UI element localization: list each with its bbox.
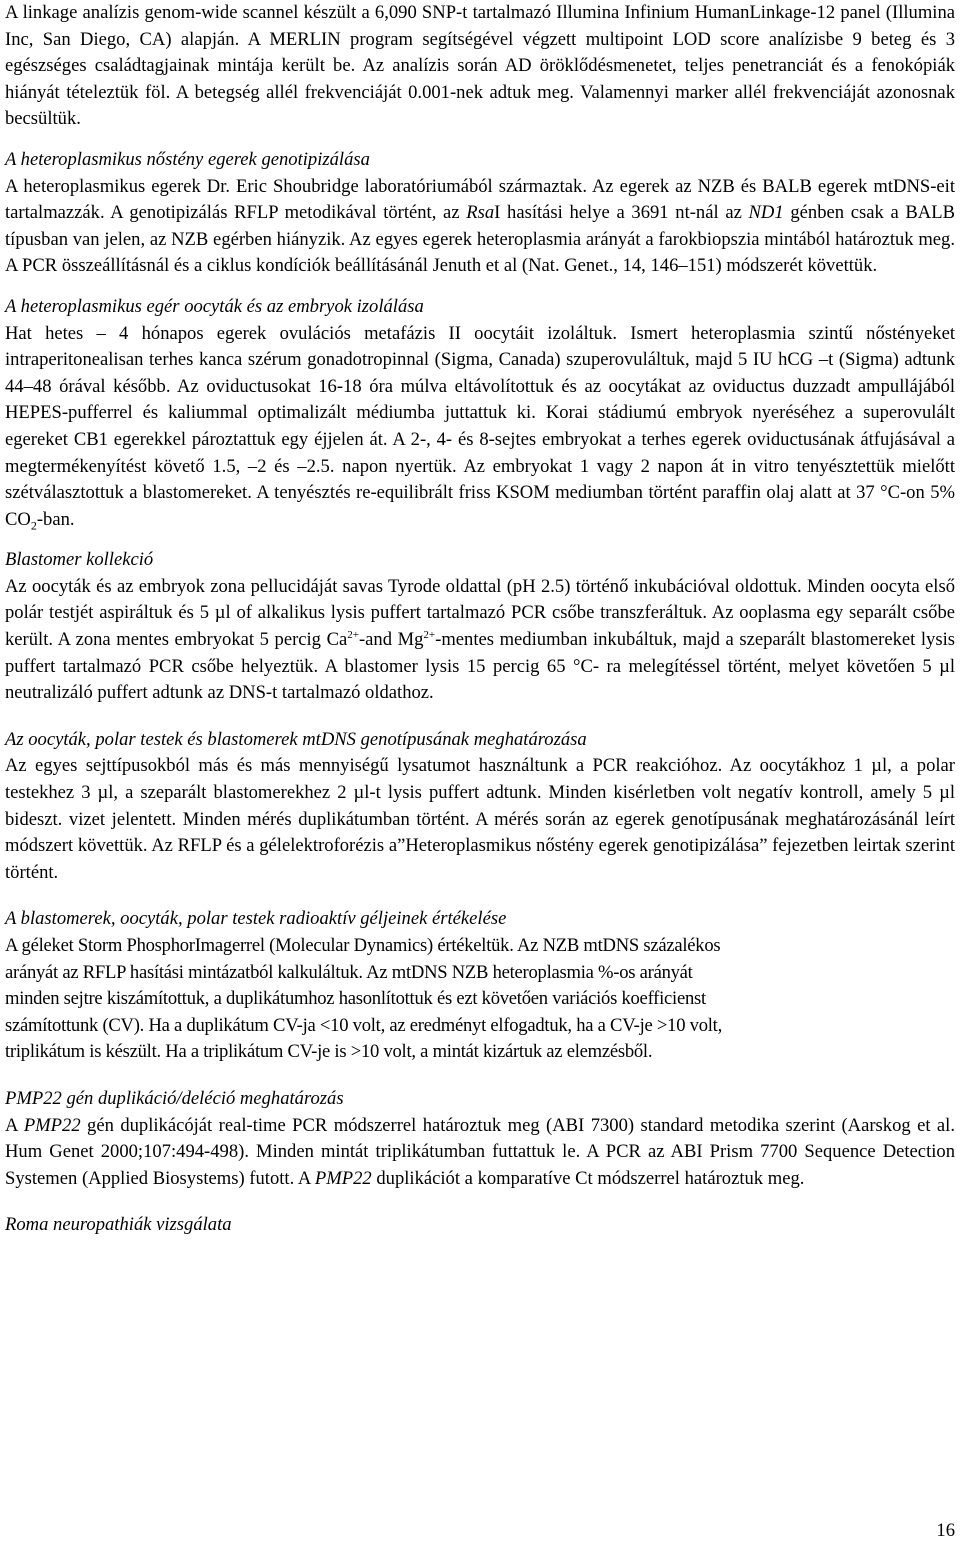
- superscript: 2+: [347, 628, 359, 641]
- text-line: triplikátum is készült. Ha a triplikátum CV-je is >10 volt, a mintát kizártuk az elemzésből.: [5, 1041, 653, 1063]
- gene-name: PMP22: [314, 1167, 372, 1189]
- text-run: -and Mg: [358, 629, 424, 651]
- superscript: 2+: [423, 628, 436, 641]
- page-number: 16: [936, 1520, 955, 1541]
- section-paragraph-isolation: [5, 321, 955, 534]
- section-paragraph-gel: [5, 933, 955, 1066]
- text-run: I hasítási helye a 3691 nt-nál az: [494, 202, 749, 224]
- section-paragraph-blastomer: [5, 574, 955, 707]
- text-run: -mentes mediumban inkubáltuk, majd a szeparált blastomereket lysis puffert tartalmazó PCR csőbe helyeztük. A blastomer lysis 15 percig 65 °C- ra melegítéssel történt, melyet követően 5 µl neutralizáló puffert adtunk az DNS-t tartalmazó oldathoz.: [5, 629, 955, 704]
- text-run: -ban.: [36, 508, 75, 530]
- text-line: A géleket Storm PhosphorImagerrel (Molecular Dynamics) értékeltük. Az NZB mtDNS százalékos: [5, 935, 721, 956]
- section-heading-pmp22: [5, 1086, 955, 1113]
- text-run: Az oocyták és az embryok zona pellucidáját savas Tyrode oldattal (pH 2.5) történő inkubációval oldottuk. Minden oocyta első polár testjét aspiráltuk és 5 µl of alkalikus lysis puffert tartalmazó PCR csőbe transzferáltuk. Az ooplasma egy separált csőbe került. A zona mentes embryokat 5 percig Ca: [5, 575, 955, 651]
- text-run: duplikációt a komparatíve Ct módszerrel határoztuk meg.: [371, 1167, 805, 1189]
- gene-name: ND1: [748, 202, 784, 224]
- enzyme-name: Rsa: [466, 202, 495, 224]
- section-paragraph-genotype: Az egyes sejttípusokból más és más mennyiségű lysatumot használtunk a PCR reakcióhoz. Az oocytákhoz 1 µl, a polar testekhez 3 µl, a szeparált blastomerekhez 2 µl-t lysis puffert adtunk. Minden kisérletben volt negatív kontroll, amely 5 µl bideszt. vizet jelentett. Minden mérés duplikátumban történt. A mérés során az egerek genotípusának meghatározásánál leírt módszert követtük. Az RFLP és a gélelektroforézis a”Heteroplasmikus nőstény egerek genotipizálása” fejezetben leirtak szerint történt.: [5, 755, 955, 883]
- section-heading-genotype: Az oocyták, polar testek és blastomerek mtDNS genotípusának meghatározása: [5, 728, 587, 750]
- intro-paragraph: A linkage analízis genom-wide scannel készült a 6,090 SNP-t tartalmazó Illumina Infinium HumanLinkage-12 panel (Illumina Inc, San Diego, CA) alapján. A MERLIN program segítségével végzett multipoint LOD score analízisbe 9 beteg és 3 egészséges családtagjainak mintája került be. Az analízis során AD öröklődésmenetet, teljes penetranciát és a fenokópiák hiányát tételeztük föl. A betegség allél frekvenciáját 0.001-nek adtuk meg. Valamennyi marker allél frekvenciáját azonosnak becsültük.: [5, 2, 955, 130]
- text-line: számítottunk (CV). Ha a duplikátum CV-ja <10 volt, az eredményt elfogadtuk, ha a CV-je >10 volt,: [5, 1014, 722, 1036]
- section-heading-genotyping: A heteroplasmikus nőstény egerek genotipizálása: [5, 148, 370, 170]
- document-page: [5, 0, 955, 1545]
- text-run: Hat hetes – 4 hónapos egerek ovulációs metafázis II oocytáit izoláltuk. Ismert heteroplasmia szintű nőstényeket intraperitonealisan terhes kanca szérum gonadotropinnal (Sigma, Canada) szuperovuláltuk, majd 5 IU hCG –t (Sigma) adtunk 44–48 órával később. Az oviductusokat 16-18 óra múlva eltávolítottuk és az oocytákat az oviductus duzzadt ampullájából HEPES-pufferrel és kaliummal optimalizált médiumba juttattuk ki. Korai stádiumú embryok nyeréséhez a superovulált egereket CB1 egerekkel pároztattuk egy éjjelen át. A 2-, 4- és 8-sejtes embryokat a terhes egerek oviductusának átfujásával a megtermékenyítést követő 1.5, –2 és –2.5. napon nyertük. Az embryokat 1 vagy 2 napon át in vitro tenyésztettük mielőtt szétválasztottuk a blastomereket. A tenyésztés re-equilibrált friss KSOM mediumban történt paraffin olaj alatt at 37 °C-on 5% CO: [5, 322, 955, 530]
- subscript: 2: [30, 518, 37, 533]
- section-heading-gel: A blastomerek, oocyták, polar testek radioaktív géljeinek értékelése: [5, 908, 507, 930]
- section-paragraph-genotyping: [5, 174, 955, 280]
- text-line: minden sejtre kiszámítottuk, a duplikátumhoz hasonlítottuk és ezt követően variációs koefficienst: [5, 988, 706, 1010]
- text-run: gén duplikácóját real-time PCR módszerrel határoztuk meg (ABI 7300) standard metodika szerint (Aarskog et al. Hum Genet 2000;107:494-498). Minden mintát triplikátumban futtattuk le. A PCR az ABI Prism 7700 Sequence Detection Systemen (Applied Biosystems) futott. A: [5, 1114, 955, 1189]
- gene-name: PMP22 gén duplikáció/deléció meghatározás: [5, 1087, 344, 1109]
- text-run: A heteroplasmikus egerek Dr. Eric Shoubridge laboratóriumából származtak. Az egerek az NZB és BALB egerek mtDNS-eit tartalmazzák. A genotipizálás RFLP metodikával történt, az: [5, 175, 955, 224]
- section-heading-isolation: A heteroplasmikus egér oocyták és az embryok izolálása: [5, 295, 424, 317]
- text-run: génben csak a BALB típusban van jelen, az NZB egérben hiányzik. Az egyes egerek heteroplasmia arányát a farokbiopszia mintából határoztuk meg. A PCR összeállításnál és a ciklus kondíciók beállításánál Jenuth et al (Nat. Genet., 14, 146–151) módszerét követtük.: [5, 202, 955, 277]
- text-run: A: [5, 1114, 24, 1136]
- section-paragraph-pmp22: [5, 1113, 955, 1193]
- section-heading-blastomer: Blastomer kollekció: [5, 549, 154, 571]
- text-line: arányát az RFLP hasítási mintázatból kalkuláltuk. Az mtDNS NZB heteroplasmia %-os arányát: [5, 961, 693, 983]
- section-heading-roma: Roma neuropathiák vizsgálata: [5, 1214, 232, 1236]
- gene-name: PMP22: [23, 1114, 81, 1136]
